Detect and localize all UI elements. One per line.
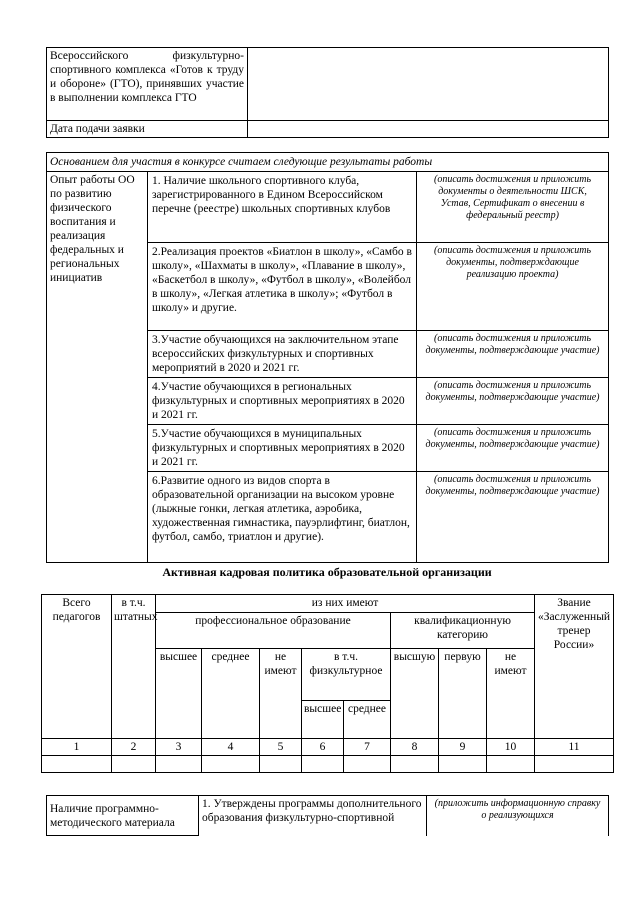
col-total-teachers: Всего педагогов <box>42 595 112 739</box>
criterion-6-text: 6.Развитие одного из видов спорта в образовательной организации на высоком уровне (лыжные гонки, легкая атлетика, аэробика, художественная гимнастика, пауэрлифтинг, биатлон, футбол, самбо, триатлон и другие). <box>148 472 417 563</box>
criterion-2-text: 2.Реализация проектов «Биатлон в школу», «Самбо в школу», «Шахматы в школу», «Плавание в школу», «Баскетбол в школу», «Футбол в школу», «Волейбол в школу», «Легкая атлетика в школу»; «Футбол в школу» и другие. <box>148 243 417 331</box>
col-number: 5 <box>260 739 302 756</box>
col-edu-higher: высшее <box>156 649 202 739</box>
col-edu-secondary: среднее <box>202 649 260 739</box>
col-staff-teachers: в т.ч. штатных <box>112 595 156 739</box>
col-number: 10 <box>487 739 535 756</box>
value-cell <box>439 756 487 773</box>
value-cell <box>112 756 156 773</box>
value-cell <box>156 756 202 773</box>
info-table <box>46 47 609 138</box>
col-number: 3 <box>156 739 202 756</box>
col-number: 1 <box>42 739 112 756</box>
value-cell <box>535 756 614 773</box>
application-date-value <box>248 121 609 138</box>
gto-participants-value <box>248 48 609 121</box>
col-cat-none: не имеют <box>487 649 535 739</box>
value-cell <box>344 756 391 773</box>
col-number: 11 <box>535 739 614 756</box>
col-pe-higher: высшее <box>302 701 344 739</box>
application-date-label: Дата подачи заявки <box>47 121 248 138</box>
staff-section-title: Активная кадровая политика образовательной организации <box>162 565 492 579</box>
col-incl-pe: в т.ч. физкультурное <box>302 649 391 701</box>
criteria-table <box>46 152 609 563</box>
criterion-1-note: (описать достижения и приложить документы о деятельности ШСК, Устав, Сертификат о внесении в федеральный реестр) <box>417 172 609 243</box>
criterion-4-note: (описать достижения и приложить документы, подтверждающие участие) <box>417 378 609 425</box>
criterion-1-text: 1. Наличие школьного спортивного клуба, зарегистрированного в Едином Всероссийском перечне (реестре) школьных спортивных клубов <box>148 172 417 243</box>
program-materials-label: Наличие программно-методического материала <box>47 796 199 836</box>
col-edu-none: не имеют <box>260 649 302 739</box>
program-materials-text: 1. Утверждены программы дополнительного образования физкультурно-спортивной <box>199 796 427 836</box>
gto-participants-label: Всероссийского физкультурно-спортивного комплекса «Готов к труду и обороне» (ГТО), принявших участие в выполнении комплекса ГТО <box>47 48 248 121</box>
criterion-3-text: 3.Участие обучающихся на заключительном этапе всероссийских физкультурных и спортивных мероприятий в 2020 и 2021 гг. <box>148 331 417 378</box>
col-cat-higher: высшую <box>391 649 439 739</box>
col-number: 2 <box>112 739 156 756</box>
criterion-5-note: (описать достижения и приложить документы, подтверждающие участие) <box>417 425 609 472</box>
col-honored-coach: Звание «Заслуженный тренер России» <box>535 595 614 739</box>
col-number: 6 <box>302 739 344 756</box>
col-professional-education: профессиональное образование <box>156 613 391 649</box>
col-qualification-category: квалификационную категорию <box>391 613 535 649</box>
program-table <box>46 795 609 836</box>
staff-table <box>41 594 614 773</box>
value-cell <box>202 756 260 773</box>
value-cell <box>487 756 535 773</box>
value-cell <box>42 756 112 773</box>
criterion-2-note: (описать достижения и приложить документы, подтверждающие реализацию проекта) <box>417 243 609 331</box>
criterion-3-note: (описать достижения и приложить документы, подтверждающие участие) <box>417 331 609 378</box>
value-cell <box>260 756 302 773</box>
value-cell <box>302 756 344 773</box>
col-of-them: из них имеют <box>156 595 535 613</box>
criterion-6-note: (описать достижения и приложить документы, подтверждающие участие) <box>417 472 609 563</box>
col-number: 9 <box>439 739 487 756</box>
col-number: 7 <box>344 739 391 756</box>
col-number: 8 <box>391 739 439 756</box>
col-pe-secondary: среднее <box>344 701 391 739</box>
criteria-section-label: Опыт работы ОО по развитию физического воспитания и реализация федеральных и региональных инициатив <box>47 172 148 563</box>
value-cell <box>391 756 439 773</box>
criterion-4-text: 4.Участие обучающихся в региональных физкультурных и спортивных мероприятиях в 2020 и 2021 гг. <box>148 378 417 425</box>
col-number: 4 <box>202 739 260 756</box>
col-cat-first: первую <box>439 649 487 739</box>
criterion-5-text: 5.Участие обучающихся в муниципальных физкультурных и спортивных мероприятиях в 2020 и 2021 гг. <box>148 425 417 472</box>
criteria-header: Основанием для участия в конкурсе считаем следующие результаты работы <box>47 153 609 172</box>
program-materials-note: (приложить информационную справку о реализующихся <box>427 796 609 836</box>
